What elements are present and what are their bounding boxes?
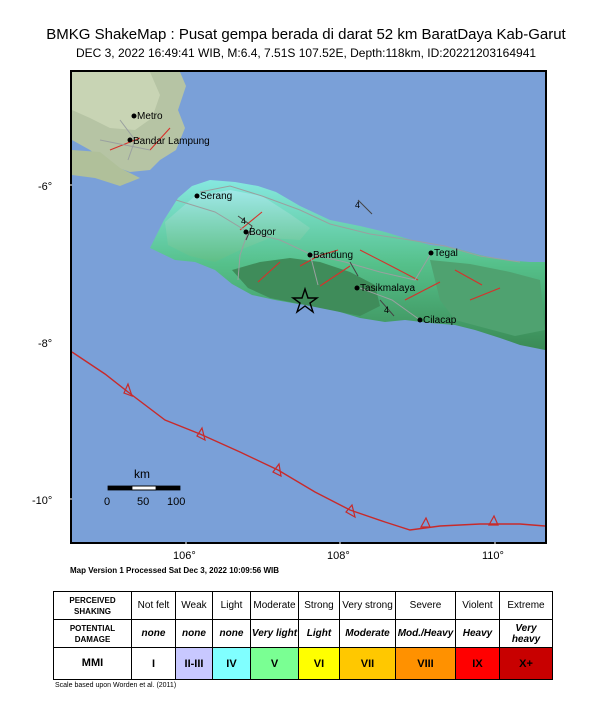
- legend-cell: Weak: [176, 592, 213, 620]
- legend-cell: none: [176, 620, 213, 648]
- city-label-bandar-lampung: Bandar Lampung: [133, 136, 210, 147]
- legend-cell: Light: [299, 620, 340, 648]
- scale-bar: [108, 486, 180, 490]
- mmi-cell: VII: [340, 648, 396, 680]
- legend-cell: none: [132, 620, 176, 648]
- city-label-tegal: Tegal: [434, 248, 458, 259]
- city-label-bandung: Bandung: [313, 250, 354, 261]
- mmi-cell: VI: [299, 648, 340, 680]
- legend-cell: none: [213, 620, 251, 648]
- version-note: Map Version 1 Processed Sat Dec 3, 2022 10:09:56 WIB: [70, 566, 279, 575]
- lon-label: 106°: [173, 550, 196, 562]
- legend-cell: Severe: [396, 592, 456, 620]
- lon-label: 108°: [327, 550, 350, 562]
- mmi-cell: II-III: [176, 648, 213, 680]
- mmi-cell: IX: [456, 648, 500, 680]
- legend-cell: Moderate: [340, 620, 396, 648]
- mmi-cell: X+: [500, 648, 553, 680]
- city-label-serang: Serang: [200, 191, 233, 202]
- legend-cell: Mod./Heavy: [396, 620, 456, 648]
- city-label-metro: Metro: [137, 111, 163, 122]
- legend-header: POTENTIAL DAMAGE: [54, 620, 132, 648]
- legend-row-mmi: [54, 648, 553, 680]
- legend-header: PERCEIVED SHAKING: [54, 592, 132, 620]
- legend-cell: Heavy: [456, 620, 500, 648]
- legend-cell: Strong: [299, 592, 340, 620]
- map-title: BMKG ShakeMap : Pusat gempa berada di darat 52 km BaratDaya Kab-Garut: [46, 26, 566, 43]
- legend-cell: Not felt: [132, 592, 176, 620]
- city-label-cilacap: Cilacap: [423, 315, 457, 326]
- contour-label: 4: [384, 305, 390, 315]
- legend-cell: Moderate: [251, 592, 299, 620]
- lat-label: -8°: [38, 338, 53, 350]
- city-label-bogor: Bogor: [249, 227, 276, 238]
- legend-header: MMI: [54, 648, 132, 680]
- scale-tick: 50: [137, 496, 150, 508]
- legend-cell: Very light: [251, 620, 299, 648]
- city-label-tasikmalaya: Tasikmalaya: [360, 283, 416, 294]
- lat-label: -6°: [38, 181, 53, 193]
- contour-label: 4: [355, 200, 361, 210]
- legend-cell: Extreme: [500, 592, 553, 620]
- scale-tick: 0: [104, 496, 111, 508]
- legend-row-damage: [54, 620, 553, 648]
- mmi-cell: IV: [213, 648, 251, 680]
- mmi-cell: VIII: [396, 648, 456, 680]
- legend-row-shaking: [54, 592, 553, 620]
- legend-cell: Light: [213, 592, 251, 620]
- scale-unit: km: [134, 467, 150, 481]
- scale-tick: 100: [167, 496, 186, 508]
- legend-cell: Very heavy: [500, 620, 553, 648]
- mmi-cell: I: [132, 648, 176, 680]
- lat-label: -10°: [32, 495, 53, 507]
- scale-note: Scale based upon Worden et al. (2011): [55, 682, 177, 689]
- contour-label: 4: [241, 216, 247, 226]
- map-subtitle: DEC 3, 2022 16:49:41 WIB, M:6.4, 7.51S 107.52E, Depth:118km, ID:20221203164941: [75, 46, 537, 60]
- legend-cell: Violent: [456, 592, 500, 620]
- legend-cell: Very strong: [340, 592, 396, 620]
- lon-label: 110°: [482, 550, 504, 562]
- mmi-cell: V: [251, 648, 299, 680]
- intensity-legend: [53, 591, 553, 680]
